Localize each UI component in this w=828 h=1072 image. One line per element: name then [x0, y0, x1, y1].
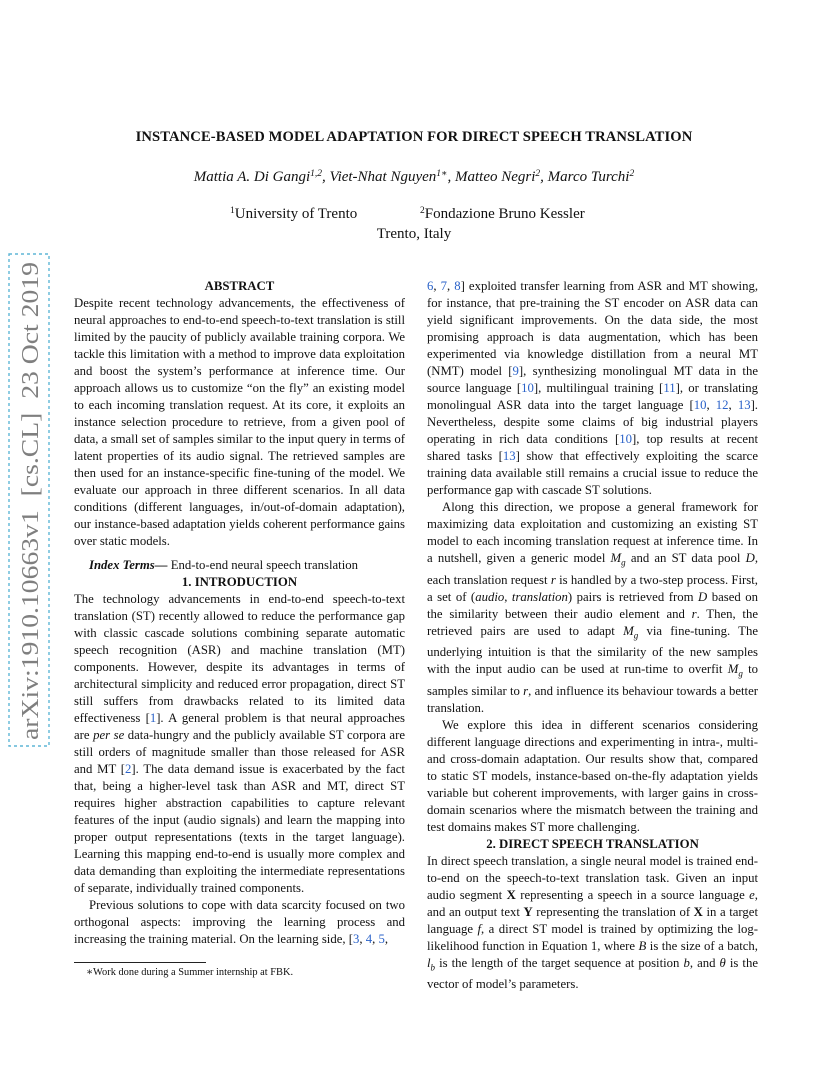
section-heading-direct-speech-translation: 2. DIRECT SPEECH TRANSLATION — [486, 836, 699, 851]
author-separator: , — [447, 169, 456, 185]
author-affiliation-mark: 1,2 — [310, 169, 323, 179]
section-heading-introduction: 1. INTRODUCTION — [181, 575, 298, 589]
intro-paragraph-1: The technology advancements in end-to-end speech-to-text translation (ST) recently allowed to reduce the performance gap with classic cascade solutions combining separate automatic speech recognition (ASR) and machine translation (MT) components. However, despite its advantages in terms of architectural simplicity and reduced error propagation, direct ST still suffers from drawbacks related to its limited data effectiveness [1]. A general problem is that neural approaches are per se data-hungry and the publicly available ST corpora are still orders of magnitude smaller than those released for ASR and MT [2]. The data demand issue is exacerbated by the fact that, being a higher-level task than ASR and MT, direct ST requires higher abstraction capabilities to capture relevant features of the input (audio signals) and learn the mapping into proper output representations (texts in the target language). Learning this mapping end-to-end is usually more complex and data demanding than exploiting the intermediate representations of separate, individually trained components. — [74, 592, 405, 895]
footnote: ∗Work done during a Summer internship at FBK. — [86, 967, 294, 978]
affiliation-name: University of Trento — [234, 206, 358, 222]
affiliation-name: Fondazione Bruno Kessler — [424, 206, 585, 222]
index-terms-label: Index Terms— — [89, 558, 168, 572]
dst-paragraph-1: In direct speech translation, a single neural model is trained end-to-end on the speech-to-text translation task. Given an input audio segment X representing a speech in a source language e, and an output text Y representing the translation of X in a target language f, a direct ST model is trained by optimizing the log-likelihood function in Equation 1, where B is the size of a batch, $l_b$ is the length of the target sequence at position b, and θ is the vector of model’s parameters. — [427, 853, 758, 992]
author-affiliation-mark: 2 — [535, 169, 541, 179]
abstract-text: Despite recent technology advancements, the effectiveness of neural approaches to end-to-end speech-to-text translation is still limited by the paucity of publicly available training corpora. We tackle this limitation with a method to improve data exploitation and boost the system’s performance at inference time. Our approach allows us to customize “on the fly” an existing model to each incoming translation request. At its core, it exploits an instance selection procedure to retrieve, from a given pool of data, a small set of samples similar to the input query in terms of latent properties of its audio signal. The retrieved samples are then used for an instance-specific fine-tuning of the model. We evaluate our approach in three different scenarios. In all data conditions (different languages, in/out-of-domain adaptation), our instance-based adaptation yields coherent performance gains over static models. — [74, 296, 405, 548]
arxiv-stamp — [4, 250, 56, 750]
intro-paragraph-4: We explore this idea in different scenarios considering different language directions and experimenting in intra-, multi- and cross-domain adaptation. Our results show that, compared to static ST models, instance-based on-the-fly adaptation yields variable but coherent improvements, with larger gains in cross-domain scenarios where the mismatch between the training and test domains makes ST more challenging. — [427, 717, 758, 834]
author-affiliation-mark: 1∗ — [436, 169, 448, 179]
arxiv-stamp-text: arXiv:1910.10663v1 [cs.CL] 23 Oct 2019 — [17, 316, 44, 740]
index-terms-text: End-to-end neural speech translation — [167, 558, 359, 572]
author-name: Matteo Negri — [455, 169, 536, 185]
paper-title: INSTANCE-BASED MODEL ADAPTATION FOR DIRECT SPEECH TRANSLATION — [135, 129, 693, 145]
left-column — [74, 278, 405, 948]
affiliation-mark: 1 — [230, 206, 235, 216]
intro-paragraph-2: Previous solutions to cope with data scarcity focused on two orthogonal aspects: improving the learning process and increasing the training material. On the learning side, [3, 4, 5, — [74, 898, 405, 946]
author-list — [74, 169, 754, 186]
affiliation-1 — [230, 206, 357, 223]
intro-paragraph-2-continued: 6, 7, 8] exploited transfer learning from ASR and MT showing, for instance, that pre-training the ST encoder on ASR data can yield significant improvements. On the data side, the most promising approach is data augmentation, which has been experimented via knowledge distillation from a neural MT (NMT) model [9], synthesizing monolingual MT data in the source language [10], multilingual training [11], or translating monolingual ASR data into the target language [10, 12, 13]. Nevertheless, despite some claims of big industrial players operating in rich data conditions [10], top results at recent shared tasks [13] show that effectively exploiting the scarce training data available still remains a crucial issue to reduce the performance gap with cascade ST solutions. — [427, 279, 759, 497]
author-name: Marco Turchi — [547, 169, 630, 185]
author-name: Viet-Nhat Nguyen — [329, 169, 437, 185]
affiliation-mark: 2 — [420, 206, 425, 216]
abstract-heading: ABSTRACT — [204, 279, 275, 293]
author-name: Mattia A. Di Gangi — [193, 169, 311, 185]
index-terms — [74, 557, 405, 574]
author-separator: , — [322, 169, 330, 185]
affiliation-location: Trento, Italy — [376, 226, 452, 242]
intro-paragraph-3: Along this direction, we propose a general framework for maximizing data exploitation and customizing an existing ST model to each incoming translation request at inference time. In a nutshell, given a generic model $M_g$ and an ST data pool D, each translation request r is handled by a two-step process. First, a set of (audio, translation) pairs is retrieved from D based on the similarity between their audio element and r. Then, the retrieved pairs are used to adapt $M_g$ via fine-tuning. The underlying intuition is that the similarity of the new samples with the input audio can be used at run-time to overfit $M_g$ to samples similar to r, and influence its behaviour towards a better translation. — [427, 500, 759, 715]
affiliation-2 — [420, 206, 585, 223]
author-separator: , — [540, 169, 548, 185]
footnote-rule — [74, 962, 206, 963]
right-column — [427, 278, 758, 993]
author-affiliation-mark: 2 — [629, 169, 635, 179]
